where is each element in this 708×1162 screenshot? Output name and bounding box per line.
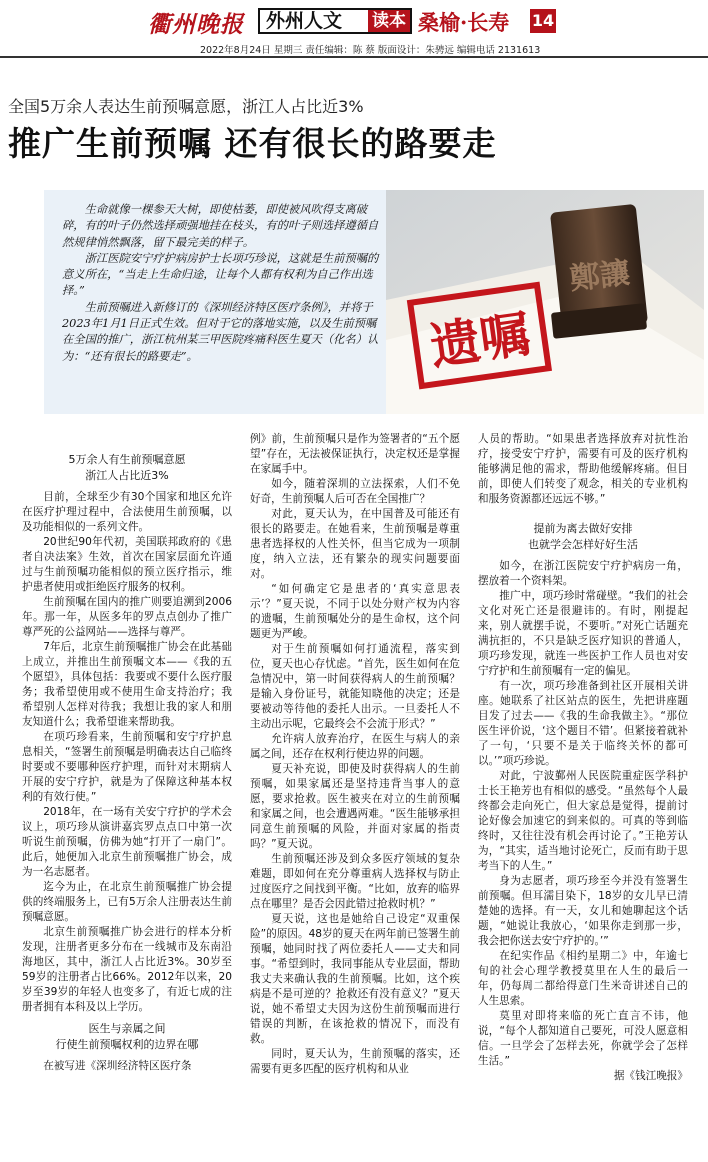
article-paragraph: “如何确定它是患者的‘真实意思表示’？”夏天说，不同于以处分财产权为内容的遗嘱，生前预嘱处分的是生命权，这个问题更为严峻。 — [250, 583, 460, 640]
article-paragraph: 生前预嘱还涉及到众多医疗领域的复杂难题，即如何在充分尊重病人选择权与防止过度医疗之间找到平衡。“比如，放弃的临界点在哪里？是否会因此错过抢救时机？” — [250, 853, 460, 910]
article-paragraph: 在项巧珍看来，生前预嘱和安宁疗护息息相关，“签署生前预嘱是明确表达自己临终时要或不要哪种医疗护理，而针对末期病人开展的安宁疗护，就是为了保障这种基本权利的有效行使。” — [22, 731, 232, 803]
stamp-text: 遗嘱 — [426, 303, 534, 377]
edition-info: 2022年8月24日 星期三 责任编辑：陈 蔡 版面设计：朱骋远 编辑电话 2131613 — [200, 45, 541, 56]
article-paragraph: 对此，宁波鄞州人民医院重症医学科护士长王艳芳也有相似的感受。“虽然每个人最终都会走向死亡，但大家总是觉得，提前讨论好像会加速它的到来似的。可真的等到临终时，又往往没有机会再讨论了。”王艳芳认为，“其实，适当地讨论死亡，反而有助于思考当下的人生。” — [478, 770, 688, 872]
article-paragraph: 例》前，生前预嘱只是作为签署者的“五个愿望”存在，无法被保证执行，决定权还是掌握在家属手中。 — [250, 433, 460, 475]
photo-illustration — [386, 190, 704, 414]
article-paragraph: 如今，在浙江医院安宁疗护病房一角，摆放着一个资料架。 — [478, 560, 688, 587]
article-paragraph: 对此，夏天认为，在中国普及可能还有很长的路要走。在她看来，生前预嘱是尊重患者选择权的人性关怀，但当它成为一项制度，纳入立法，还有繁杂的现实问题要面对。 — [250, 508, 460, 580]
lead-paragraph: 浙江医院安宁疗护病房护士长项巧珍说，这就是生前预嘱的意义所在，“当走上生命归途，让每个人都有权利为自己作出选择。” — [62, 251, 379, 298]
masthead-divider — [0, 56, 708, 58]
headline-title: 推广生前预嘱 还有很长的路要走 — [8, 124, 497, 163]
article-paragraph: 人员的帮助。“如果患者选择放弃对抗性治疗，接受安宁疗护，需要有可及的医疗机构能够满足他的需求，帮助他缓解疼痛。但目前，即使人们转变了观念，相关的专业机构和服务资源都还远远不够。” — [478, 433, 688, 505]
article-paragraph: 7年后，北京生前预嘱推广协会在此基础上成立，并推出生前预嘱文本——《我的五个愿望》，具体包括：我要或不要什么医疗服务；我希望使用或不使用生命支持治疗；我希望别人怎样对待我；我想让我的家人和朋友知道什么；我希望谁来帮助我。 — [22, 641, 232, 728]
article-paragraph: 北京生前预嘱推广协会进行的样本分析发现，注册者更多分布在一线城市及东南沿海地区，其中，浙江人占比近3%。30岁至59岁的注册者占比66%。2012年以来，20岁至39岁的年轻人也变多了，有近七成的注册者拥有本科及以上学历。 — [22, 926, 232, 1013]
article-paragraph: 生前预嘱在国内的推广则要追溯到2006年。那一年，从医多年的罗点点创办了推广尊严死的公益网站——选择与尊严。 — [22, 596, 232, 638]
article-paragraph: 如今，随着深圳的立法探索，人们不免好奇，生前预嘱人后可否在全国推广？ — [250, 478, 460, 505]
headline-subtitle: 全国5万余人表达生前预嘱意愿，浙江人占比近3% — [8, 97, 364, 116]
section-heading — [22, 1021, 232, 1053]
lead-paragraph: 生命就像一棵参天大树，即使枯萎，即使被风吹得支离破碎，有的叶子仍然选择顽强地挂在枝头，有的叶子则选择遵循自然规律悄然飘落，留下最完美的样子。 — [62, 203, 379, 249]
section-tag: 读本 — [368, 10, 410, 32]
article-paragraph: 夏天补充说，即使及时获得病人的生前预嘱，如果家属还是坚持违背当事人的意愿，要求抢救。医生被夹在对立的生前预嘱和家属之间，也会遭遇两难。“医生能够承担同意生前预嘱的风险，并面对家属的指责吗？”夏天说。 — [250, 763, 460, 850]
article-paragraph: 推广中，项巧珍时常碰壁。“我们的社会文化对死亡还是很避讳的。有时，刚提起来，别人就摆手说，不要听。”对死亡话题充满抗拒的，不只是缺乏医疗知识的普通人，项巧珍发现，就连一些医护工作人员也对安宁疗护和生前预嘱有一定的偏见。 — [478, 590, 688, 677]
article-paragraph: 目前，全球至少有30个国家和地区允许在医疗护理过程中，合法使用生前预嘱，以及功能相似的一系列文件。 — [22, 491, 232, 533]
article-paragraph: 同时，夏天认为，生前预嘱的落实，还需要有更多匹配的医疗机构和从业 — [250, 1048, 460, 1075]
section-heading-line: 也就学会怎样好好生活 — [528, 538, 638, 551]
article-column-1 — [22, 446, 232, 1074]
article-paragraph: 迄今为止，在北京生前预嘱推广协会提供的终端服务上，已有5万余人注册表达生前预嘱意愿。 — [22, 881, 232, 923]
section-heading-line: 提前为离去做好安排 — [533, 522, 633, 535]
article-paragraph: 允许病人放弃治疗，在医生与病人的亲属之间，还存在权利行使边界的问题。 — [250, 733, 460, 760]
section-heading-line: 医生与亲属之间 — [88, 1022, 166, 1035]
section-heading — [478, 521, 688, 553]
section-heading — [22, 452, 232, 484]
article-paragraph: 在被写进《深圳经济特区医疗条 — [43, 1060, 192, 1072]
page-number-badge: 14 — [530, 9, 556, 33]
lead-text — [62, 202, 382, 365]
newspaper-brand: 衢州晚报 — [148, 11, 244, 38]
section-heading-line: 行使生前预嘱权利的边界在哪 — [55, 1038, 199, 1051]
will-stamp-photo — [386, 190, 704, 414]
article-paragraph: 夏天说，这也是她给自己设定“双重保险”的原因。48岁的夏天在两年前已签署生前预嘱，她同时找了两位委托人——丈夫和同事。“希望到时，我同事能从专业层面，帮助我丈夫来确认我的生前预嘱。比如，这个疾病是不是可逆的？抢救还有没有意义？”夏天说，她不希望丈夫因为这份生前预嘱而进行错误的判断，在该抢救的情况下，而没有救。 — [250, 913, 460, 1045]
article-paragraph: 有一次，项巧珍准备到社区开展相关讲座。她联系了社区站点的医生，先把讲座题目发了过去——《我的生命我做主》。“那位医生评价说，‘这个题目不错’。但紧接着就补了一句，‘只要不是关于临终关怀的都可以。’”项巧珍说。 — [478, 680, 688, 767]
section-name: 外州人文 — [266, 10, 343, 32]
article-paragraph: 对于生前预嘱如何打通流程，落实到位，夏天也心存忧虑。“首先，医生如何在危急情况中，第一时间获得病人的生前预嘱？是输入身份证号，就能知晓他的决定；还是要被动等待他的委托人出示。一旦委托人不主动出示呢，它最终会不会流于形式？” — [250, 643, 460, 730]
source-credit: 据《钱江晚报》 — [613, 1070, 688, 1082]
column-name: 桑榆·长寿 — [418, 10, 510, 35]
article-paragraph: 身为志愿者，项巧珍至今并没有签署生前预嘱。但耳濡目染下，18岁的女儿早已清楚她的选择。有一天，女儿和她聊起这个话题，“她说让我放心，‘如果你走到那一步，我会把你送去安宁疗护的。’” — [478, 875, 688, 947]
section-banner — [258, 8, 412, 34]
wooden-seal — [550, 204, 648, 339]
section-heading-line: 5万余人有生前预嘱意愿 — [68, 453, 186, 466]
article-paragraph: 莫里对即将来临的死亡直言不讳，他说，“每个人都知道自己要死，可没人愿意相信。一旦学会了怎样去死，你就学会了怎样生活。” — [478, 1010, 688, 1067]
article-paragraph: 2018年，在一场有关安宁疗护的学术会议上，项巧珍从演讲嘉宾罗点点口中第一次听说生前预嘱，仿佛为她“打开了一扇门”。此后，她便加入北京生前预嘱推广协会，成为一名志愿者。 — [22, 806, 232, 878]
section-heading-line: 浙江人占比近3% — [85, 469, 169, 482]
article-paragraph: 在纪实作品《相约星期二》中，年逾七旬的社会心理学教授莫里在人生的最后一年，仍每周二都给得意门生米奇讲述自己的人生思索。 — [478, 950, 688, 1007]
seal-engraving: 鄭讓 — [568, 255, 632, 297]
article-paragraph: 20世纪90年代初，美国联邦政府的《患者自决法案》生效，首次在国家层面允许通过与生前预嘱功能相似的预立医疗指示，维护患者使用或拒绝医疗服务的权利。 — [22, 536, 232, 593]
article-column-3 — [478, 432, 688, 1084]
article-column-2 — [250, 432, 460, 1077]
lead-paragraph: 生前预嘱进入新修订的《深圳经济特区医疗条例》，并将于2023年1月1日正式生效。但对于它的落地实施，以及生前预嘱在全国的推广，浙江杭州某三甲医院疼痛科医生夏天（化名）认为：“还有很长的路要走”。 — [62, 300, 379, 363]
